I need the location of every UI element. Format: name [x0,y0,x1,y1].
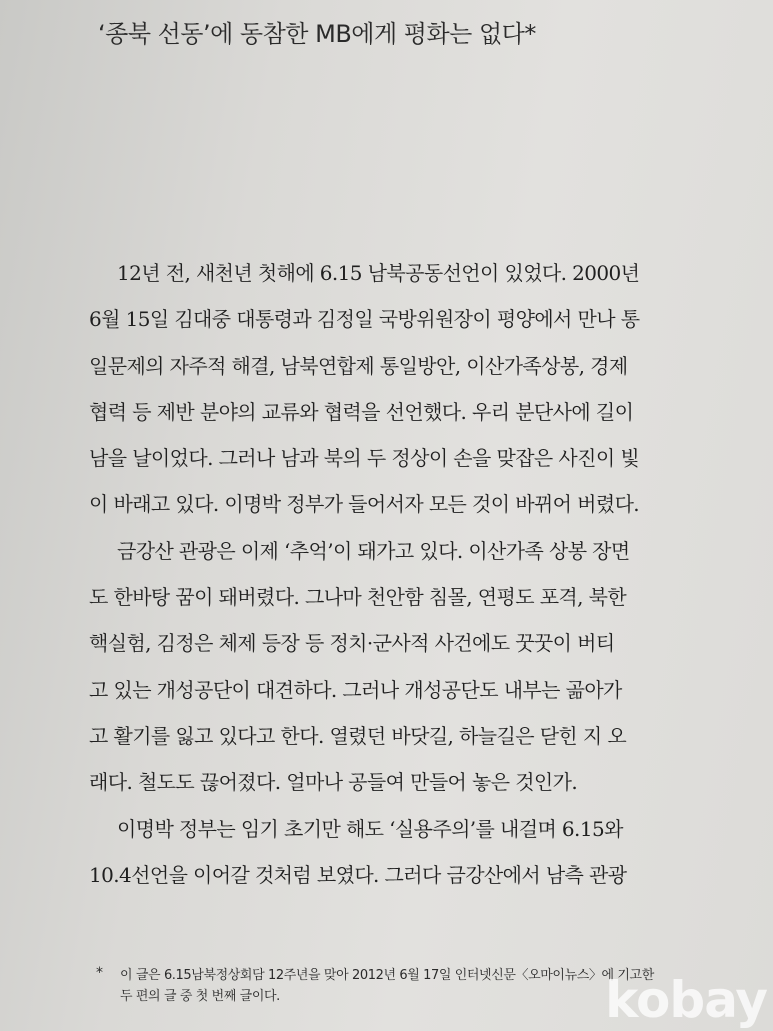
text-line: 고 있는 개성공단이 대견하다. 그러나 개성공단도 내부는 곪아가 [89,677,622,702]
text-line: 고 활기를 잃고 있다고 한다. 열렸던 바닷길, 하늘길은 닫힌 지 오 [89,723,627,748]
text-line: 12년 전, 새천년 첫해에 6.15 남북공동선언이 있었다. 2000년 [117,261,640,285]
paragraph-1 [89,250,689,528]
text-line: 10.4선언을 이어갈 것처럼 보였다. 그러다 금강산에서 남측 관광 [89,862,627,887]
paragraph-2 [89,528,689,806]
text-line: 일문제의 자주적 해결, 남북연합제 통일방안, 이산가족상봉, 경제 [89,353,628,378]
text-line: 금강산 관광은 이제 ‘추억’이 돼가고 있다. 이산가족 상봉 장면 [117,538,630,563]
footnote-line: 이 글은 6.15남북정상회담 12주년을 맞아 2012년 6월 17일 인터넷신문〈오마이뉴스〉에 기고한 [120,968,654,983]
body-text [89,250,689,898]
footnote-mark: * [96,965,103,981]
text-line: 이명박 정부는 임기 초기만 해도 ‘실용주의’를 내걸며 6.15와 [117,816,623,841]
text-line: 래다. 철도도 끊어졌다. 얼마나 공들여 만들어 놓은 것인가. [89,770,578,795]
text-line: 핵실험, 김정은 체제 등장 등 정치·군사적 사건에도 꿋꿋이 버티 [89,631,615,656]
text-line: 남을 날이었다. 그러나 남과 북의 두 정상이 손을 맞잡은 사진이 빛 [89,446,640,471]
watermark-logo: kobay [605,971,767,1029]
paragraph-3 [89,806,689,899]
text-line: 이 바래고 있다. 이명박 정부가 들어서자 모든 것이 바뀌어 버렸다. [89,492,640,517]
footnote-line: 두 편의 글 중 첫 번째 글이다. [120,989,280,1004]
text-line: 협력 등 제반 분야의 교류와 협력을 선언했다. 우리 분단사에 길이 [89,399,634,424]
chapter-title: ‘종북 선동’에 동참한 MB에게 평화는 없다* [98,20,536,48]
text-line: 도 한바탕 꿈이 돼버렸다. 그나마 천안함 침몰, 연평도 포격, 북한 [89,585,627,610]
text-line: 6월 15일 김대중 대통령과 김정일 국방위원장이 평양에서 만나 통 [89,307,640,332]
